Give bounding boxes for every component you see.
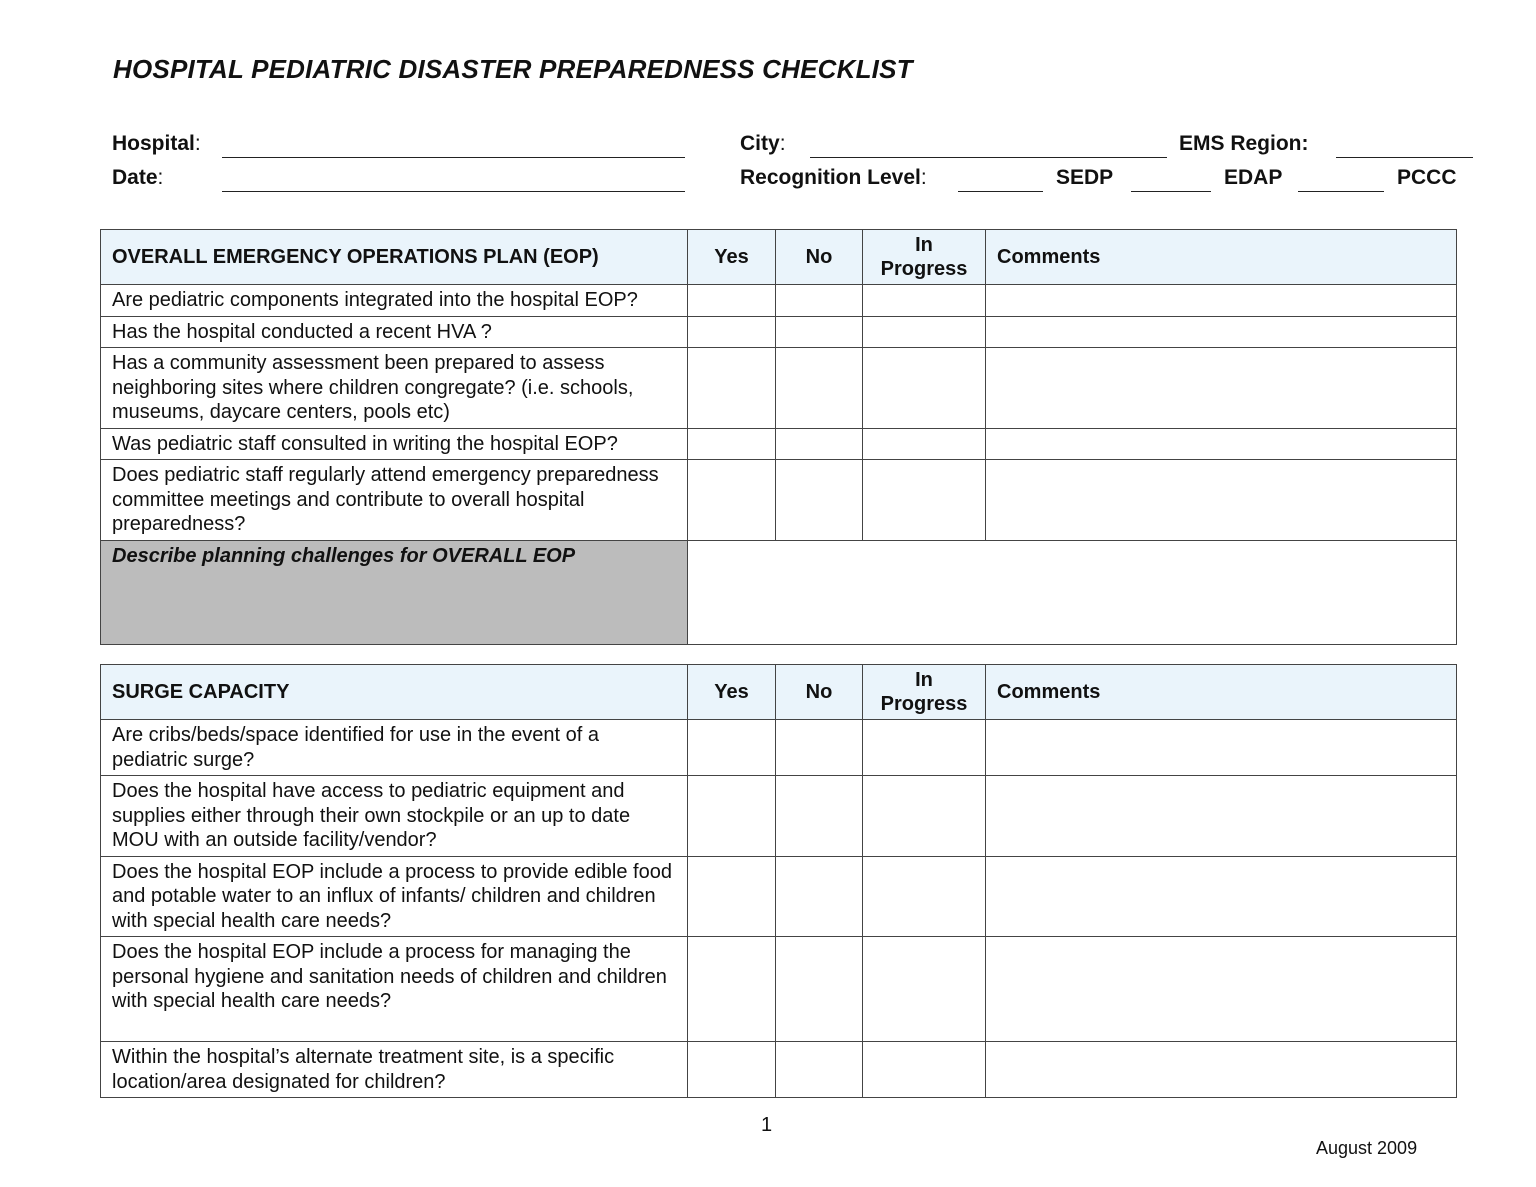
question: Within the hospital’s alternate treatment site, is a specific location/area designated for children? [101,1042,688,1098]
comments-cell[interactable] [986,285,1457,317]
col-no: No [776,230,863,285]
col-yes: Yes [688,230,776,285]
level-edap: EDAP [1224,166,1283,189]
no-cell[interactable] [776,1042,863,1098]
comments-cell[interactable] [986,937,1457,1042]
col-comments: Comments [986,230,1457,285]
yes-cell[interactable] [688,856,776,937]
document-title: HOSPITAL PEDIATRIC DISASTER PREPAREDNESS CHECKLIST [113,54,913,84]
comments-cell[interactable] [986,348,1457,429]
yes-cell[interactable] [688,720,776,776]
no-cell[interactable] [776,937,863,1042]
edap-blank[interactable] [1131,191,1211,192]
level-pccc: PCCC [1397,166,1457,189]
table-row [101,720,1457,776]
challenges-label: Describe planning challenges for OVERALL EOP [101,540,688,644]
in-progress-cell[interactable] [863,348,986,429]
yes-cell[interactable] [688,348,776,429]
question: Has the hospital conducted a recent HVA ? [101,316,688,348]
in-progress-cell[interactable] [863,720,986,776]
yes-cell[interactable] [688,428,776,460]
no-cell[interactable] [776,285,863,317]
yes-cell[interactable] [688,776,776,857]
yes-cell[interactable] [688,285,776,317]
in-progress-cell[interactable] [863,1042,986,1098]
challenges-row [101,540,1457,644]
question: Does the hospital EOP include a process to provide edible food and potable water to an influx of infants/ children and children with special health care needs? [101,856,688,937]
no-cell[interactable] [776,460,863,541]
no-cell[interactable] [776,348,863,429]
hospital-label: Hospital: [112,132,201,155]
comments-cell[interactable] [986,856,1457,937]
question: Does the hospital have access to pediatric equipment and supplies either through their own stockpile or an up to date MOU with an outside facility/vendor? [101,776,688,857]
eop-checklist-table [100,229,1457,645]
table-row [101,348,1457,429]
challenges-field[interactable] [688,540,1457,644]
question: Was pediatric staff consulted in writing the hospital EOP? [101,428,688,460]
table-row [101,428,1457,460]
page-number: 1 [761,1114,773,1136]
comments-cell[interactable] [986,776,1457,857]
no-cell[interactable] [776,856,863,937]
table-row [101,856,1457,937]
ems-region-label: EMS Region: [1179,132,1309,155]
no-cell[interactable] [776,776,863,857]
recognition-level-label: Recognition Level: [740,166,927,189]
yes-cell[interactable] [688,937,776,1042]
in-progress-cell[interactable] [863,285,986,317]
ems-region-field[interactable] [1336,157,1473,158]
col-no: No [776,665,863,720]
date-field[interactable] [222,191,685,192]
comments-cell[interactable] [986,428,1457,460]
in-progress-cell[interactable] [863,428,986,460]
pccc-blank[interactable] [1298,191,1384,192]
in-progress-cell[interactable] [863,937,986,1042]
table-row [101,460,1457,541]
question: Are pediatric components integrated into the hospital EOP? [101,285,688,317]
section-heading: SURGE CAPACITY [101,665,688,720]
yes-cell[interactable] [688,460,776,541]
city-label: City: [740,132,786,155]
col-comments: Comments [986,665,1457,720]
question: Are cribs/beds/space identified for use in the event of a pediatric surge? [101,720,688,776]
footer-date: August 2009 [1316,1138,1418,1158]
table-row [101,1042,1457,1098]
no-cell[interactable] [776,316,863,348]
no-cell[interactable] [776,428,863,460]
surge-capacity-table [100,664,1457,1098]
question: Does pediatric staff regularly attend emergency preparedness committee meetings and contribute to overall hospital preparedness? [101,460,688,541]
col-in-progress: In Progress [863,665,986,720]
table-row [101,937,1457,1042]
no-cell[interactable] [776,720,863,776]
yes-cell[interactable] [688,316,776,348]
comments-cell[interactable] [986,316,1457,348]
city-field[interactable] [810,157,1167,158]
table-header-row [101,230,1457,285]
question: Has a community assessment been prepared to assess neighboring sites where children congregate? (i.e. schools, museums, daycare centers, pools etc) [101,348,688,429]
question: Does the hospital EOP include a process for managing the personal hygiene and sanitation needs of children and children with special health care needs? [101,937,688,1042]
comments-cell[interactable] [986,720,1457,776]
col-yes: Yes [688,665,776,720]
table-header-row [101,665,1457,720]
table-row [101,285,1457,317]
table-row [101,316,1457,348]
section-heading: OVERALL EMERGENCY OPERATIONS PLAN (EOP) [101,230,688,285]
comments-cell[interactable] [986,460,1457,541]
col-in-progress: In Progress [863,230,986,285]
table-row [101,776,1457,857]
yes-cell[interactable] [688,1042,776,1098]
in-progress-cell[interactable] [863,776,986,857]
in-progress-cell[interactable] [863,460,986,541]
hospital-field[interactable] [222,157,685,158]
level-sedp: SEDP [1056,166,1114,189]
in-progress-cell[interactable] [863,856,986,937]
in-progress-cell[interactable] [863,316,986,348]
date-label: Date: [112,166,164,189]
sedp-blank[interactable] [958,191,1043,192]
comments-cell[interactable] [986,1042,1457,1098]
